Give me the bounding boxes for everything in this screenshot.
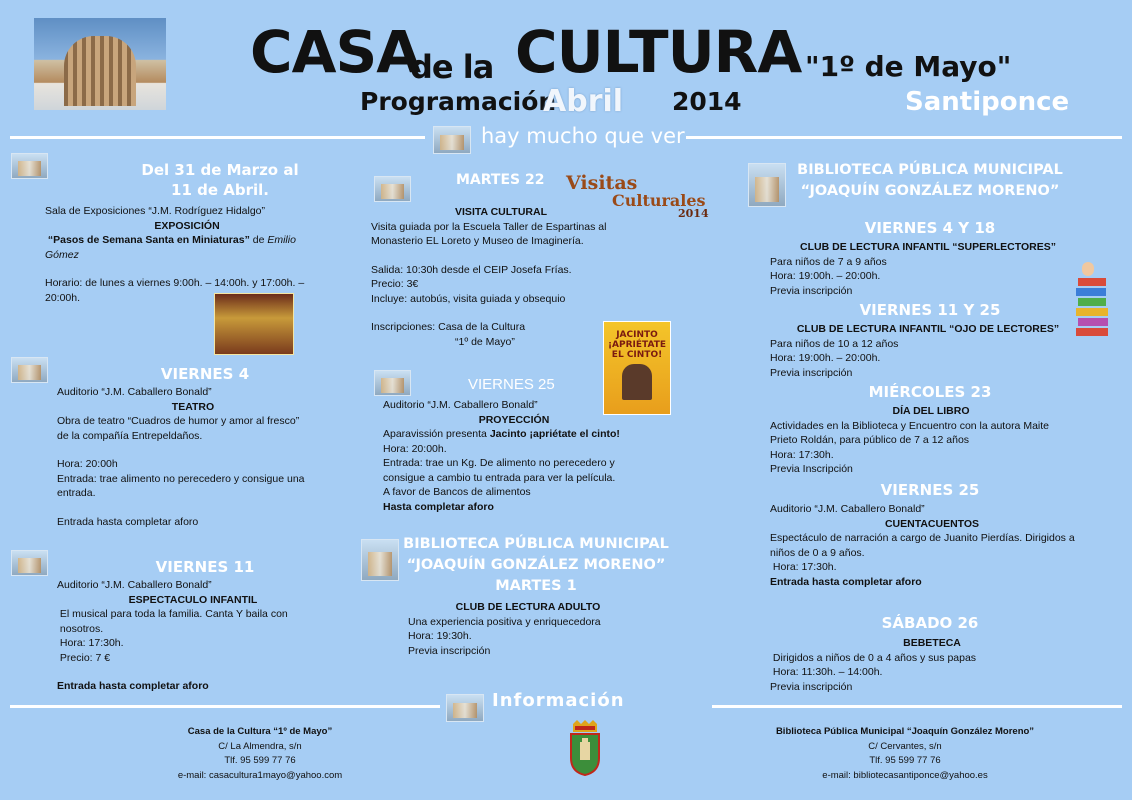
event-date: MARTES 22 bbox=[456, 172, 545, 188]
event-visita: VISITA CULTURAL Visita guiada por la Escuela Taller de Espartinas al Monasterio EL Loreto y Museo de Imaginería. Salida: 10:30h desde el CEIP Josefa Frías. Precio: 3€ Incluye: autobús, visita guiada y obsequio Inscripciones: Casa de la Cultura “1º de Mayo” bbox=[371, 206, 607, 348]
coat-of-arms-icon bbox=[568, 720, 602, 776]
event-dia-libro: DÍA DEL LIBRO Actividades en la Biblioteca y Encuentro con la autora Maite Prieto Roldán, para público de 7 a 12 años Hora: 17:30h. Previa Inscripción bbox=[770, 405, 1049, 475]
event-date: SÁBADO 26 bbox=[881, 614, 979, 632]
jacinto-poster: JACINTO ¡APRIÉTATE EL CINTO! bbox=[603, 321, 671, 415]
event-date: VIERNES 4 Y 18 bbox=[864, 219, 996, 237]
building-icon bbox=[374, 370, 411, 396]
event-infantil: Auditorio “J.M. Caballero Bonald” ESPECTACULO INFANTIL El musical para toda la familia. Canta Y baila con nosotros. Hora: 17:30h. Precio: 7 € Entrada hasta completar aforo bbox=[57, 579, 288, 692]
title-cultura: CULTURA bbox=[515, 18, 802, 86]
building-icon bbox=[446, 694, 484, 722]
contact-biblioteca: Biblioteca Pública Municipal “Joaquín González Moreno” C/ Cervantes, s/n Tlf. 95 599 77 76 e-mail: bibliotecasantiponce@yahoo.es bbox=[775, 726, 1035, 781]
building-icon bbox=[11, 550, 48, 576]
building-photo bbox=[34, 18, 166, 110]
event-date: VIERNES 11 Y 25 bbox=[859, 301, 1001, 319]
event-teatro: Auditorio “J.M. Caballero Bonald” TEATRO Obra de teatro “Cuadros de humor y amor al fresco” de la compañía Entrepeldaños. Hora: 20:00h Entrada: trae alimento no perecedero y consigue una entrada. Entrada hasta completar aforo bbox=[57, 386, 305, 528]
tagline: hay mucho que ver bbox=[481, 124, 685, 148]
building-icon bbox=[374, 176, 411, 202]
title-de-la: de la bbox=[410, 48, 494, 86]
divider bbox=[10, 705, 440, 708]
event-date: VIERNES 25 bbox=[468, 376, 555, 393]
event-bebeteca: BEBETECA Dirigidos a niños de 0 a 4 años y sus papas Hora: 11:30h. – 14:00h. Previa inscripción bbox=[770, 637, 977, 693]
event-date: Del 31 de Marzo al 11 de Abril. bbox=[141, 161, 299, 199]
building-icon bbox=[11, 153, 48, 179]
library-icon bbox=[748, 163, 786, 207]
event-date: MIÉRCOLES 23 bbox=[868, 383, 992, 401]
library-heading: BIBLIOTECA PÚBLICA MUNICIPAL “JOAQUÍN GONZÁLEZ MORENO” bbox=[797, 162, 1063, 199]
building-icon bbox=[433, 126, 471, 154]
title-year: 2014 bbox=[672, 87, 742, 116]
event-cuentacuentos: Auditorio “J.M. Caballero Bonald” CUENTACUENTOS Espectáculo de narración a cargo de Juanito Pierdías. Dirigidos a niños de 0 a 9 años. Hora: 17:30h. Entrada hasta completar aforo bbox=[770, 503, 1075, 588]
contact-casa-cultura: Casa de la Cultura “1º de Mayo” C/ La Almendra, s/n Tlf. 95 599 77 76 e-mail: casacultura1mayo@yahoo.com bbox=[177, 726, 343, 781]
title-mayo: "1º de Mayo" bbox=[805, 50, 1012, 83]
info-heading: Información bbox=[492, 690, 625, 711]
building-icon bbox=[11, 357, 48, 383]
title-abril: Abril bbox=[543, 84, 624, 119]
library-heading: BIBLIOTECA PÚBLICA MUNICIPAL “JOAQUÍN GONZÁLEZ MORENO” MARTES 1 bbox=[403, 536, 669, 594]
title-santiponce: Santiponce bbox=[905, 87, 1070, 117]
title-casa: CASA bbox=[250, 18, 421, 86]
event-exposicion: Sala de Exposiciones “J.M. Rodríguez Hidalgo” EXPOSICIÓN “Pasos de Semana Santa en Miniaturas” de Emilio Gómez Horario: de lunes a viernes 9:00h. – 14:00h. y 17:00h. – 20:00h. bbox=[45, 205, 305, 304]
pasos-image bbox=[214, 293, 294, 355]
event-ojo-lectores: CLUB DE LECTURA INFANTIL “OJO DE LECTORES” Para niños de 10 a 12 años Hora: 19:00h. – 20:00h. Previa inscripción bbox=[770, 323, 1060, 379]
event-date: VIERNES 4 bbox=[160, 365, 250, 383]
visitas-culturales-logo: Visitas Culturales 2014 bbox=[566, 172, 709, 220]
event-proyeccion: Auditorio “J.M. Caballero Bonald” PROYECCIÓN Aparavissión presenta Jacinto ¡apriétate el cinto! Hora: 20:00h. Entrada: trae un Kg. De alimento no perecedero y consigue a cambio tu entrada para ver la película. A favor de Bancos de alimentos Hasta completar aforo bbox=[383, 399, 620, 513]
event-superlectores: CLUB DE LECTURA INFANTIL “SUPERLECTORES” Para niños de 7 a 9 años Hora: 19:00h. – 20:00h. Previa inscripción bbox=[770, 241, 1056, 297]
event-date: VIERNES 25 bbox=[880, 481, 980, 499]
event-club-adulto: CLUB DE LECTURA ADULTO Una experiencia positiva y enriquecedora Hora: 19:30h. Previa inscripción bbox=[408, 601, 601, 657]
title-programacion: Programación bbox=[360, 87, 557, 116]
event-date: VIERNES 11 bbox=[155, 558, 255, 576]
divider bbox=[686, 136, 1122, 139]
divider bbox=[712, 705, 1122, 708]
divider bbox=[10, 136, 425, 139]
